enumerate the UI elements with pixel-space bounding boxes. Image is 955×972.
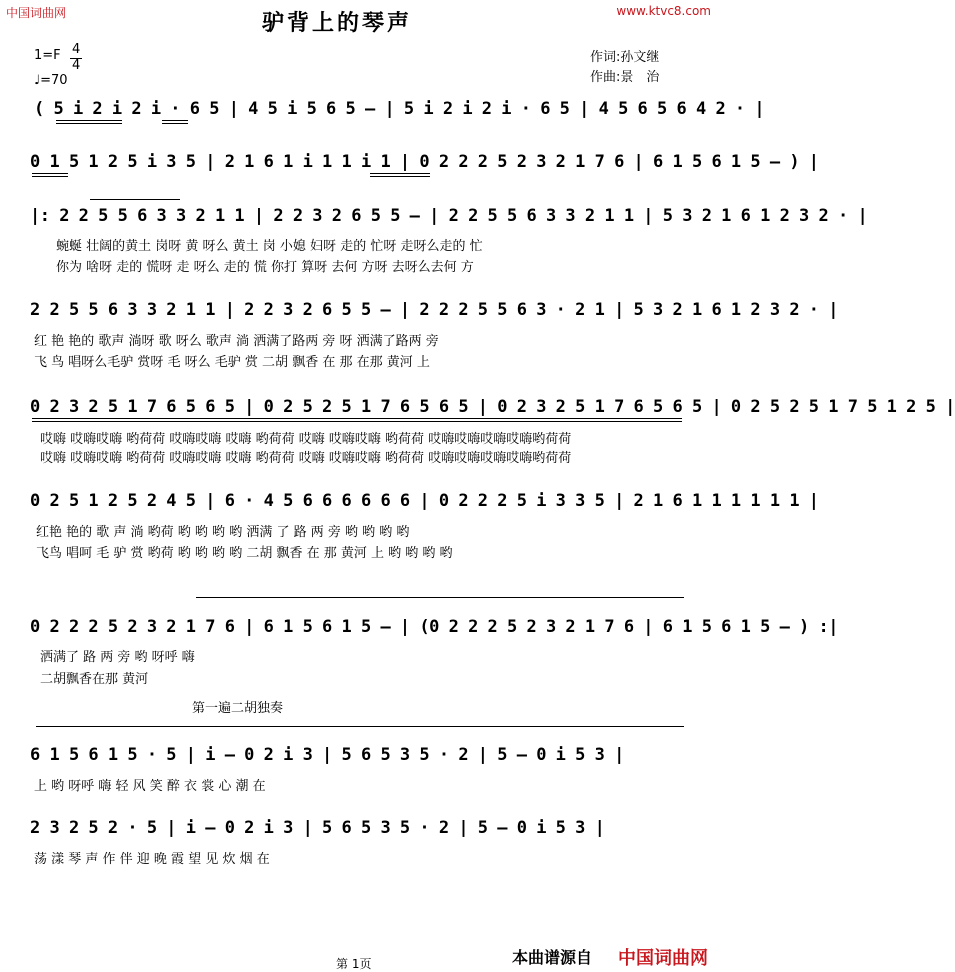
system-4-lyric-1: 红 艳 艳的 歌声 淌呀 歌 呀么 歌声 淌 洒满了路两 旁 呀 洒满了路两 旁 [34, 334, 439, 349]
footer-source: 本曲谱源自 [512, 948, 593, 967]
system-1-notes: ( 5 i 2 i 2 i · 6 5 | 4 5 i 5 6 5 – | 5 i 2 i 2 i · 6 5 | 4 5 6 5 6 4 2 · | [34, 99, 765, 119]
system-7-lyric-2: 二胡飘香在那 黄河 [40, 672, 149, 687]
volta-bracket-2 [36, 726, 684, 727]
footer-brand: 中国词曲网 [618, 948, 708, 969]
page-number: 第 1页 [336, 957, 372, 971]
time-sig-numerator: 4 [72, 42, 81, 57]
time-sig-denominator: 4 [72, 58, 81, 73]
system-4-notes: 2 2 5 5 6 3 3 2 1 1 | 2 2 3 2 6 5 5 – | 2 2 2 5 5 6 3 · 2 1 | 5 3 2 1 6 1 2 3 2 · | [30, 300, 838, 320]
system-7-lyric-1: 洒满了 路 两 旁 哟 呀呼 嗨 [40, 650, 195, 665]
interlude-label: 第一遍二胡独奏 [192, 701, 284, 716]
system-5-lyric-2: 哎嗨 哎嗨哎嗨 哟荷荷 哎嗨哎嗨 哎嗨 哟荷荷 哎嗨 哎嗨哎嗨 哟荷荷 哎嗨哎嗨哎嗨哎嗨哟荷荷 [40, 451, 572, 466]
system-4-lyric-2: 飞 鸟 唱呀么毛驴 赏呀 毛 呀么 毛驴 赏 二胡 飘香 在 那 在那 黄河 上 [34, 355, 430, 370]
system-8-lyric-1: 上 哟 呀呼 嗨 轻 风 笑 醉 衣 裳 心 潮 在 [34, 779, 266, 794]
system-3-notes: |: 2 2 5 5 6 3 3 2 1 1 | 2 2 3 2 6 5 5 – | 2 2 5 5 6 3 3 2 1 1 | 5 3 2 1 6 1 2 3 2 · | [30, 206, 868, 226]
lyricist-label: 作词: [590, 50, 621, 65]
key-signature: 1=F [34, 48, 61, 63]
system-7-notes: 0 2 2 2 5 2 3 2 1 7 6 | 6 1 5 6 1 5 – | (0 2 2 2 5 2 3 2 1 7 6 | 6 1 5 6 1 5 – ) :| [30, 617, 838, 637]
system-2-notes: 0 1 5 1 2 5 i 3 5 | 2 1 6 1 i 1 1 i 1 | 0 2 2 2 5 2 3 2 1 7 6 | 6 1 5 6 1 5 – ) | [30, 152, 819, 172]
system-9-lyric-1: 荡 漾 琴 声 作 伴 迎 晚 霞 望 见 炊 烟 在 [34, 852, 270, 867]
system-8-notes: 6 1 5 6 1 5 · 5 | i – 0 2 i 3 | 5 6 5 3 5 · 2 | 5 – 0 i 5 3 | [30, 745, 624, 765]
watermark-left: 中国词曲网 [6, 6, 67, 20]
system-3-lyric-1: 蜿蜒 壮阔的黄土 岗呀 黄 呀么 黄土 岗 小媳 妇呀 走的 忙呀 走呀么走的 忙 [56, 239, 483, 254]
tempo-mark: ♩=70 [34, 73, 68, 88]
beam [32, 173, 68, 177]
lyricist-name: 孙文继 [620, 50, 660, 65]
composer-name: 景 治 [620, 70, 660, 85]
beam [32, 418, 682, 422]
system-6-notes: 0 2 5 1 2 5 2 4 5 | 6 · 4 5 6 6 6 6 6 6 | 0 2 2 2 5 i 3 3 5 | 2 1 6 1 1 1 1 1 1 | [30, 491, 819, 511]
slur [90, 199, 180, 200]
composer-label: 作曲: [590, 70, 621, 85]
system-9-notes: 2 3 2 5 2 · 5 | i – 0 2 i 3 | 5 6 5 3 5 · 2 | 5 – 0 i 5 3 | [30, 818, 605, 838]
beam [56, 120, 122, 124]
beam [162, 120, 188, 124]
system-6-lyric-1: 红艳 艳的 歌 声 淌 哟荷 哟 哟 哟 哟 洒满 了 路 两 旁 哟 哟 哟 哟 [36, 525, 410, 540]
song-title: 驴背上的琴声 [262, 10, 413, 36]
system-3-lyric-2: 你为 啥呀 走的 慌呀 走 呀么 走的 慌 你打 算呀 去何 方呀 去呀么去何 方 [56, 260, 474, 275]
beam [370, 173, 430, 177]
system-5-lyric-1: 哎嗨 哎嗨哎嗨 哟荷荷 哎嗨哎嗨 哎嗨 哟荷荷 哎嗨 哎嗨哎嗨 哟荷荷 哎嗨哎嗨哎嗨哎嗨哟荷荷 [40, 432, 572, 447]
volta-bracket [196, 597, 684, 598]
system-6-lyric-2: 飞鸟 唱呵 毛 驴 赏 哟荷 哟 哟 哟 哟 二胡 飘香 在 那 黄河 上 哟 哟 哟 哟 [36, 546, 453, 561]
system-5-notes: 0 2 3 2 5 1 7 6 5 6 5 | 0 2 5 2 5 1 7 6 5 6 5 | 0 2 3 2 5 1 7 6 5 6 5 | 0 2 5 2 5 1 7 5 1 2 5 | [30, 397, 955, 417]
watermark-right: www.ktvc8.com [616, 4, 711, 18]
